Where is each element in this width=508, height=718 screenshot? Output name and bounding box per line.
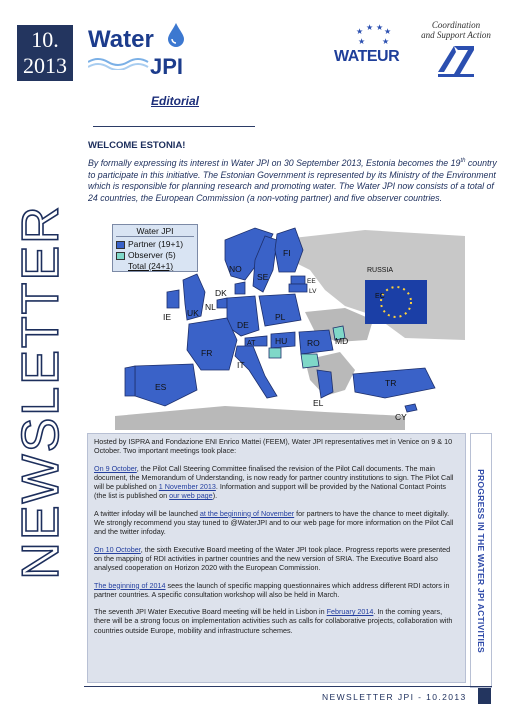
intro-paragraph bbox=[88, 156, 500, 204]
progress-paragraph-5 bbox=[94, 581, 459, 600]
map-label-el: EL bbox=[313, 398, 324, 408]
progress-paragraph-1: Hosted by ISPRA and Fondazione ENI Enrico Mattei (FEEM), Water JPI representatives met in Venice on 9 & 10 October. Two important meetings took place: bbox=[94, 437, 453, 456]
svg-text:★: ★ bbox=[376, 23, 384, 32]
map-label-ec: EC bbox=[375, 293, 385, 300]
svg-text:★: ★ bbox=[358, 37, 366, 46]
p3-text-b: for partners to have the chance to meet digitally. We strongly recommend you stay tuned to @WaterJPI and to our web page for more information on the Pilot Call and the twitter infoday. bbox=[94, 508, 454, 537]
intro-text-2: country to participate in this initiative. The Estonian Government is represented by its Ministry of the Environment which is responsible for planning research and promoting water. The Water JPI now consists of a total of 24 countries, the European Commission (a non-voting partner) and five observer countries. bbox=[88, 157, 497, 203]
link-our-web-page[interactable]: our web page bbox=[169, 491, 213, 501]
map-label-dk: DK bbox=[215, 288, 227, 298]
map-label-fr: FR bbox=[201, 348, 213, 358]
p2-text-c: ). bbox=[212, 491, 218, 501]
map-label-uk: UK bbox=[187, 308, 199, 318]
svg-text:★: ★ bbox=[384, 27, 392, 36]
map-country-nl bbox=[217, 298, 227, 308]
intro-superscript: th bbox=[460, 158, 466, 164]
p4-text-a: , the sixth Executive Board meeting of the Water JPI took place. Progress reports were presented on the mapping of RDI activities in partner countries and the new version of SRIA. The Executive Board also analysed cooperation on Horizon 2020 with the European Commission. bbox=[94, 544, 451, 573]
map-label-pl: PL bbox=[275, 312, 286, 322]
legend-swatch-partner bbox=[116, 241, 125, 249]
map-country-ie bbox=[167, 290, 179, 308]
map-label-lv: LV bbox=[309, 288, 317, 295]
issue-year: 2013 bbox=[23, 53, 67, 78]
intro-text-1: By formally expressing its interest in Water JPI on 30 September 2013, Estonia becomes the 19 bbox=[88, 157, 461, 168]
newsletter-vertical-title bbox=[6, 92, 76, 692]
map-label-fi: FI bbox=[283, 248, 291, 258]
svg-text:★: ★ bbox=[366, 23, 374, 32]
p2-text-a: , the Pilot Call Steering Committee finalised the revision of the Pilot Call documents. The main document, the Memorandum of Understanding, is now ready for partner country institutions to sign. The Pilot Call will be published on bbox=[94, 463, 454, 492]
svg-text:★: ★ bbox=[356, 27, 364, 36]
map-label-russia: RUSSIA bbox=[367, 267, 394, 274]
issue-number: 10. bbox=[31, 27, 59, 52]
framework-programme-7-icon bbox=[434, 42, 478, 78]
issue-date-box bbox=[17, 25, 73, 81]
wateur-text: WATEUR bbox=[334, 48, 400, 65]
map-label-tr: TR bbox=[385, 378, 397, 388]
p6-text-a: The seventh JPI Water Executive Board meeting will be held in Lisbon in bbox=[94, 607, 327, 617]
p5-text-a: sees the launch of specific mapping questionnaires which address different RDI actors in partner countries. A specific consultation workshop will also be held in March. bbox=[94, 580, 450, 599]
csa-line-1: Coordination bbox=[431, 20, 481, 30]
welcome-heading: WELCOME ESTONIA! bbox=[88, 140, 186, 151]
map-label-at: AT bbox=[247, 340, 256, 347]
legend-row-partner bbox=[116, 239, 194, 250]
progress-section bbox=[87, 433, 466, 683]
p3-text-a: A twitter infoday will be launched bbox=[94, 508, 200, 518]
wateur-logo bbox=[334, 22, 414, 72]
progress-paragraph-4 bbox=[94, 545, 459, 573]
p6-text-b: . In the coming years, there will be a strong focus on implementation activities such as calls for collaborative projects, collaboration with countries outside Europe, mobility and infrastructure schemes. bbox=[94, 607, 453, 635]
eu-stars-icon bbox=[354, 22, 394, 48]
section-heading-editorial: Editorial bbox=[151, 94, 200, 108]
map-ec-flag bbox=[365, 280, 427, 324]
svg-text:★: ★ bbox=[382, 37, 390, 46]
map-label-ie: IE bbox=[163, 312, 172, 322]
legend-title: Water JPI bbox=[116, 226, 194, 237]
csa-logo bbox=[418, 20, 494, 80]
csa-line-2: and Support Action bbox=[421, 30, 491, 40]
logo-water-text: Water bbox=[88, 26, 154, 53]
link-beginning-of-2014[interactable]: The beginning of 2014 bbox=[94, 580, 166, 590]
wave-icon bbox=[88, 56, 158, 70]
logo-jpi-text: JPI bbox=[150, 54, 184, 79]
map-label-it: IT bbox=[237, 360, 245, 370]
map-label-md: MD bbox=[335, 336, 349, 346]
footer-text: NEWSLETTER JPI - 10.2013 bbox=[322, 692, 467, 702]
map-country-observer-2 bbox=[269, 348, 281, 358]
link-1-november-2013[interactable]: 1 November 2013 bbox=[158, 482, 216, 492]
map-label-ro: RO bbox=[307, 338, 320, 348]
link-beginning-of-november[interactable]: at the beginning of November bbox=[199, 508, 295, 518]
map-label-no: NO bbox=[229, 264, 242, 274]
progress-paragraph-3 bbox=[94, 509, 459, 537]
map-label-cy: CY bbox=[395, 412, 407, 422]
footer-rule bbox=[84, 686, 492, 687]
map-country-observer-1 bbox=[301, 354, 319, 368]
water-drop-icon bbox=[166, 22, 186, 48]
p2-text-b: . Information and support will be provided by the National Contact Points (the list is published on bbox=[94, 482, 447, 501]
newsletter-vertical-text: NEWSLETTER bbox=[12, 204, 70, 580]
map-label-ee: EE bbox=[307, 278, 316, 285]
heading-rule bbox=[93, 126, 255, 127]
link-on-10-october[interactable]: On 10 October bbox=[94, 544, 141, 554]
progress-paragraph-2 bbox=[94, 464, 459, 501]
map-label-nl: NL bbox=[205, 302, 216, 312]
legend-label-partner: Partner (19+1) bbox=[128, 239, 184, 249]
map-country-dk bbox=[235, 282, 245, 294]
map-country-ee bbox=[291, 276, 305, 284]
link-february-2014[interactable]: February 2014 bbox=[326, 607, 374, 617]
legend-swatch-observer bbox=[116, 252, 125, 260]
map-country-pt bbox=[125, 366, 135, 396]
legend-total: Total (24+1) bbox=[128, 261, 174, 271]
footer-page-marker bbox=[478, 688, 491, 704]
legend-label-observer: Observer (5) bbox=[128, 250, 176, 260]
legend-row-observer bbox=[116, 250, 194, 261]
water-jpi-logo bbox=[88, 26, 208, 86]
progress-side-title bbox=[470, 433, 492, 688]
map-label-de: DE bbox=[237, 320, 249, 330]
progress-paragraph-6 bbox=[94, 607, 459, 635]
map-label-hu: HU bbox=[275, 336, 288, 346]
progress-side-title-text: PROGRESS IN THE WATER JPI ACTIVITIES bbox=[476, 468, 486, 653]
map-legend bbox=[112, 224, 198, 272]
map-country-lv bbox=[289, 284, 307, 292]
map-label-se: SE bbox=[257, 272, 269, 282]
map-label-es: ES bbox=[155, 382, 167, 392]
link-on-9-october[interactable]: On 9 October bbox=[94, 463, 137, 473]
